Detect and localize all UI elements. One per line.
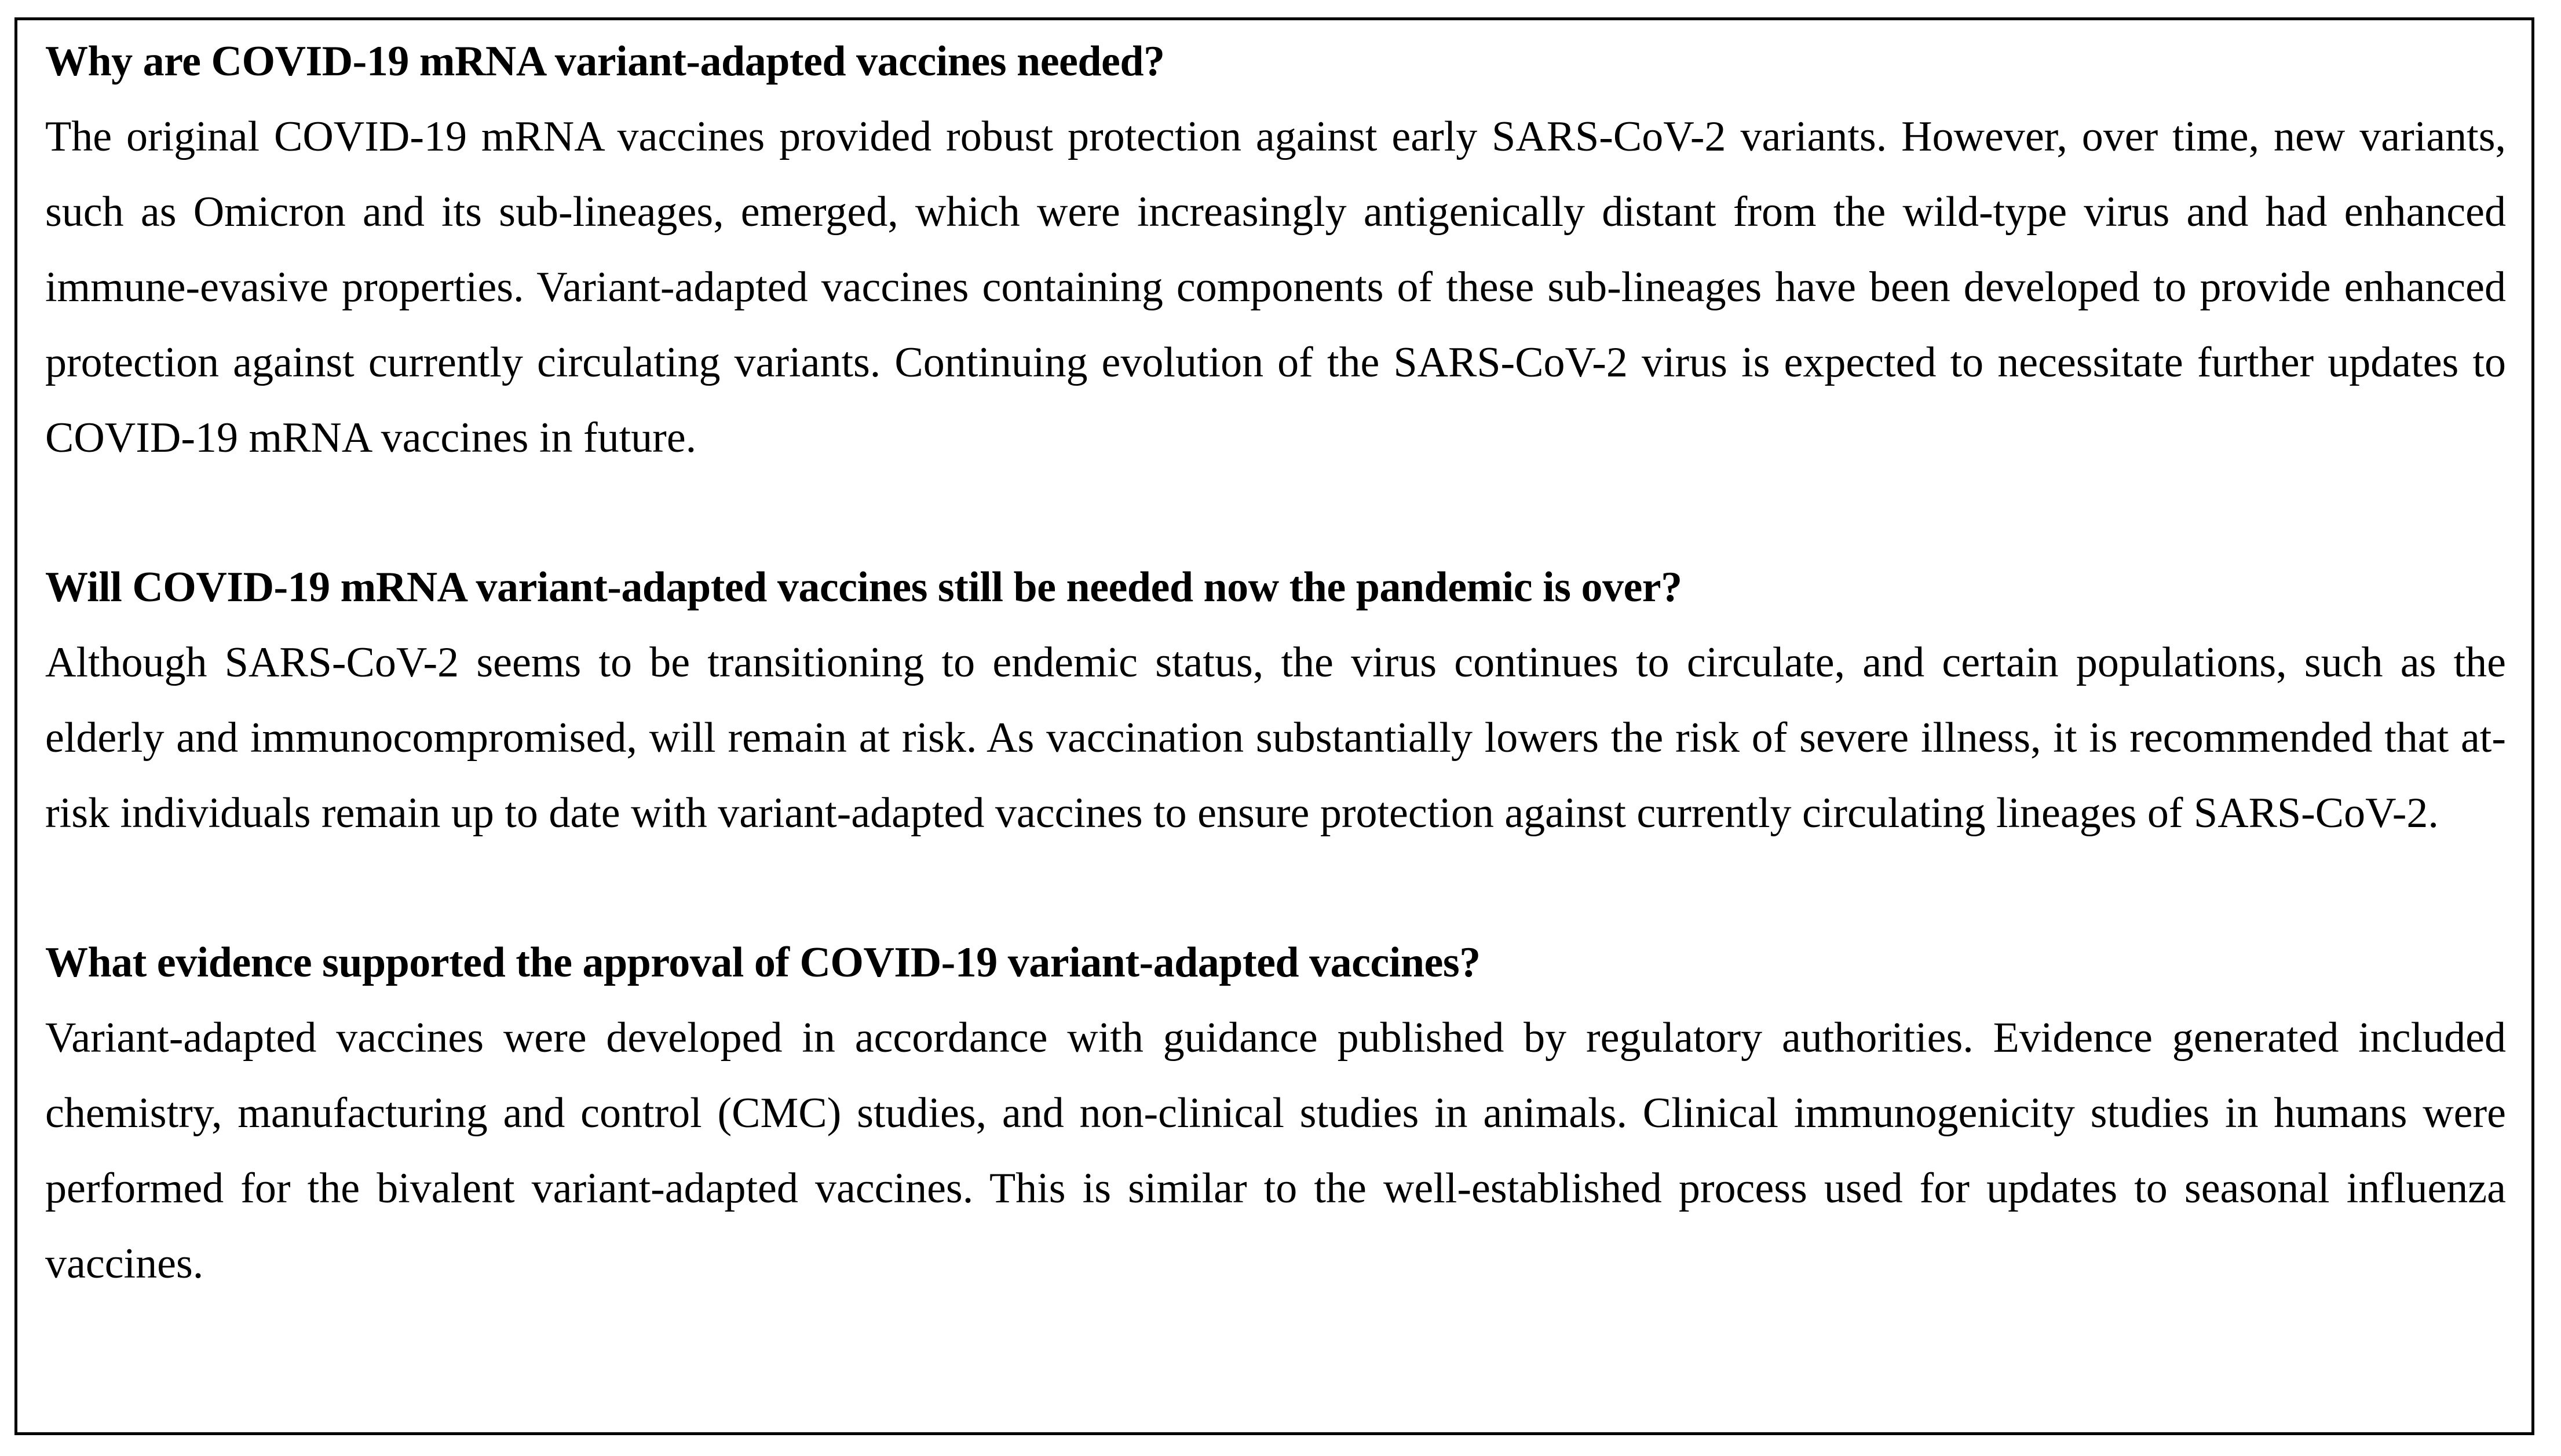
faq-question: What evidence supported the approval of COVID-19 variant-adapted vaccines? xyxy=(45,939,1481,986)
faq-section-why-needed xyxy=(45,24,2506,475)
faq-section-evidence xyxy=(45,925,2506,1301)
faq-answer: The original COVID-19 mRNA vaccines provided robust protection against early SARS-CoV-2 variants. However, over time, new variants, such as Omicron and its sub-lineages, emerged, which were increasingly antigenically distant from the wild-type virus and had enhanced immune-evasive properties. Variant-adapted vaccines containing components of these sub-lineages have been developed to provide enhanced protection against currently circulating variants. Continuing evolution of the SARS-CoV-2 virus is expected to necessitate further updates to COVID-19 mRNA vaccines in future. xyxy=(45,113,2506,462)
faq-box xyxy=(14,17,2534,1435)
faq-section-still-needed xyxy=(45,550,2506,851)
faq-question: Will COVID-19 mRNA variant-adapted vaccines still be needed now the pandemic is over? xyxy=(45,564,1682,611)
faq-answer: Although SARS-CoV-2 seems to be transitioning to endemic status, the virus continues to circulate, and certain populations, such as the elderly and immunocompromised, will remain at risk. As vaccination substantially lowers the risk of severe illness, it is recommended that at-risk individuals remain up to date with variant-adapted vaccines to ensure protection against currently circulating lineages of SARS-CoV-2. xyxy=(45,639,2506,837)
faq-question: Why are COVID-19 mRNA variant-adapted vaccines needed? xyxy=(45,38,1165,85)
faq-answer: Variant-adapted vaccines were developed in accordance with guidance published by regulatory authorities. Evidence generated included chemistry, manufacturing and control (CMC) studies, and non-clinical studies in animals. Clinical immunogenicity studies in humans were performed for the bivalent variant-adapted vaccines. This is similar to the well-established process used for updates to seasonal influenza vaccines. xyxy=(45,1014,2506,1287)
